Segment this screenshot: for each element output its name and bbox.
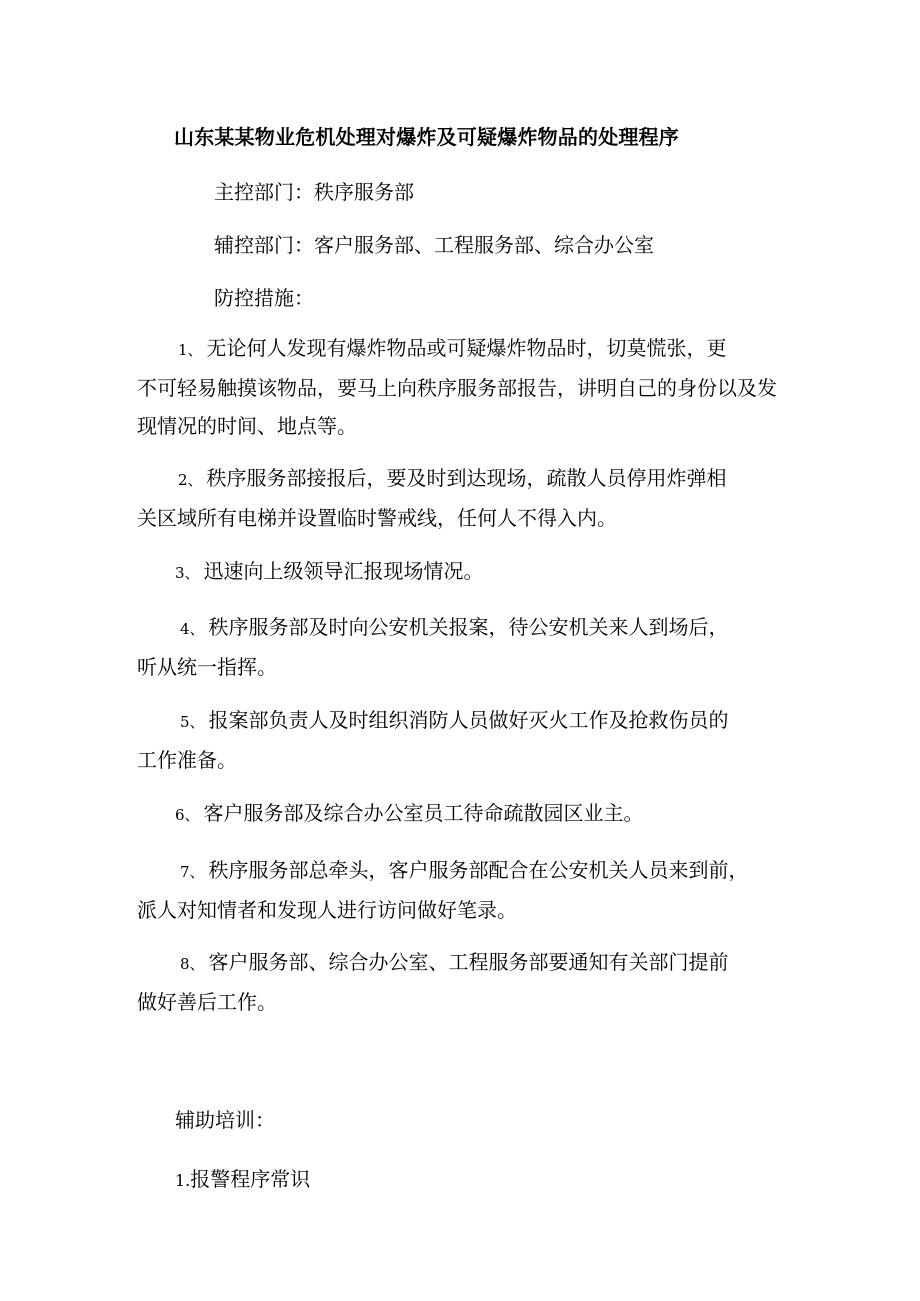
- training-item-number: 1.: [175, 1171, 191, 1190]
- item-number: 8、: [180, 955, 205, 973]
- training-item-1: [175, 1163, 310, 1192]
- item-text-rest: 听从统一指挥。: [137, 655, 277, 679]
- item-text-first-line: 报案部负责人及时组织消防人员做好灭火工作及抢救伤员的: [208, 708, 729, 732]
- item-text-rest: 不可轻易触摸该物品，要马上向秩序服务部报告，讲明自己的身份以及发现情况的时间、地点等。: [137, 376, 777, 438]
- measure-item-2: [137, 459, 787, 537]
- measure-item-5: [137, 701, 787, 779]
- item-number: 3、: [175, 564, 200, 582]
- item-text-rest: 关区域所有电梯并设置临时警戒线，任何人不得入内。: [137, 506, 617, 530]
- measure-item-3: [137, 552, 787, 592]
- item-text-first-line: 无论何人发现有爆炸物品或可疑爆炸物品时，切莫慌张，更: [206, 336, 727, 360]
- item-text-first-line: 秩序服务部总牵头，客户服务部配合在公安机关人员来到前，: [208, 858, 749, 882]
- main-department: 主控部门：秩序服务部: [214, 180, 414, 204]
- item-text-first-line: 客户服务部及综合办公室员工待命疏散园区业主。: [203, 801, 644, 825]
- document-title: 山东某某物业危机处理对爆炸及可疑爆炸物品的处理程序: [174, 125, 679, 149]
- item-text-rest: 派人对知情者和发现人进行访问做好笔录。: [137, 898, 517, 922]
- item-text-first-line: 迅速向上级领导汇报现场情况。: [203, 559, 484, 583]
- item-number: 7、: [180, 863, 205, 881]
- item-text-first-line: 客户服务部、综合办公室、工程服务部要通知有关部门提前: [208, 950, 729, 974]
- training-item-text: 报警程序常识: [190, 1167, 311, 1191]
- training-label: 辅助培训：: [175, 1108, 275, 1132]
- measure-item-8: [137, 943, 787, 1021]
- item-text-first-line: 秩序服务部及时向公安机关报案，待公安机关来人到场后，: [208, 615, 729, 639]
- measure-item-6: [137, 794, 787, 834]
- aux-department: 辅控部门：客户服务部、工程服务部、综合办公室: [214, 233, 654, 257]
- item-text-rest: 做好善后工作。: [137, 990, 277, 1014]
- measure-item-7: [137, 851, 787, 929]
- item-number: 1、: [178, 341, 203, 359]
- item-number: 2、: [178, 471, 203, 489]
- item-text-first-line: 秩序服务部接报后，要及时到达现场，疏散人员停用炸弹相: [206, 466, 727, 490]
- item-text-rest: 工作准备。: [137, 748, 237, 772]
- item-number: 5、: [180, 713, 205, 731]
- measure-item-4: [137, 608, 787, 686]
- item-number: 6、: [175, 806, 200, 824]
- measures-label: 防控措施：: [214, 286, 314, 310]
- measure-item-1: [137, 329, 787, 445]
- item-number: 4、: [180, 620, 205, 638]
